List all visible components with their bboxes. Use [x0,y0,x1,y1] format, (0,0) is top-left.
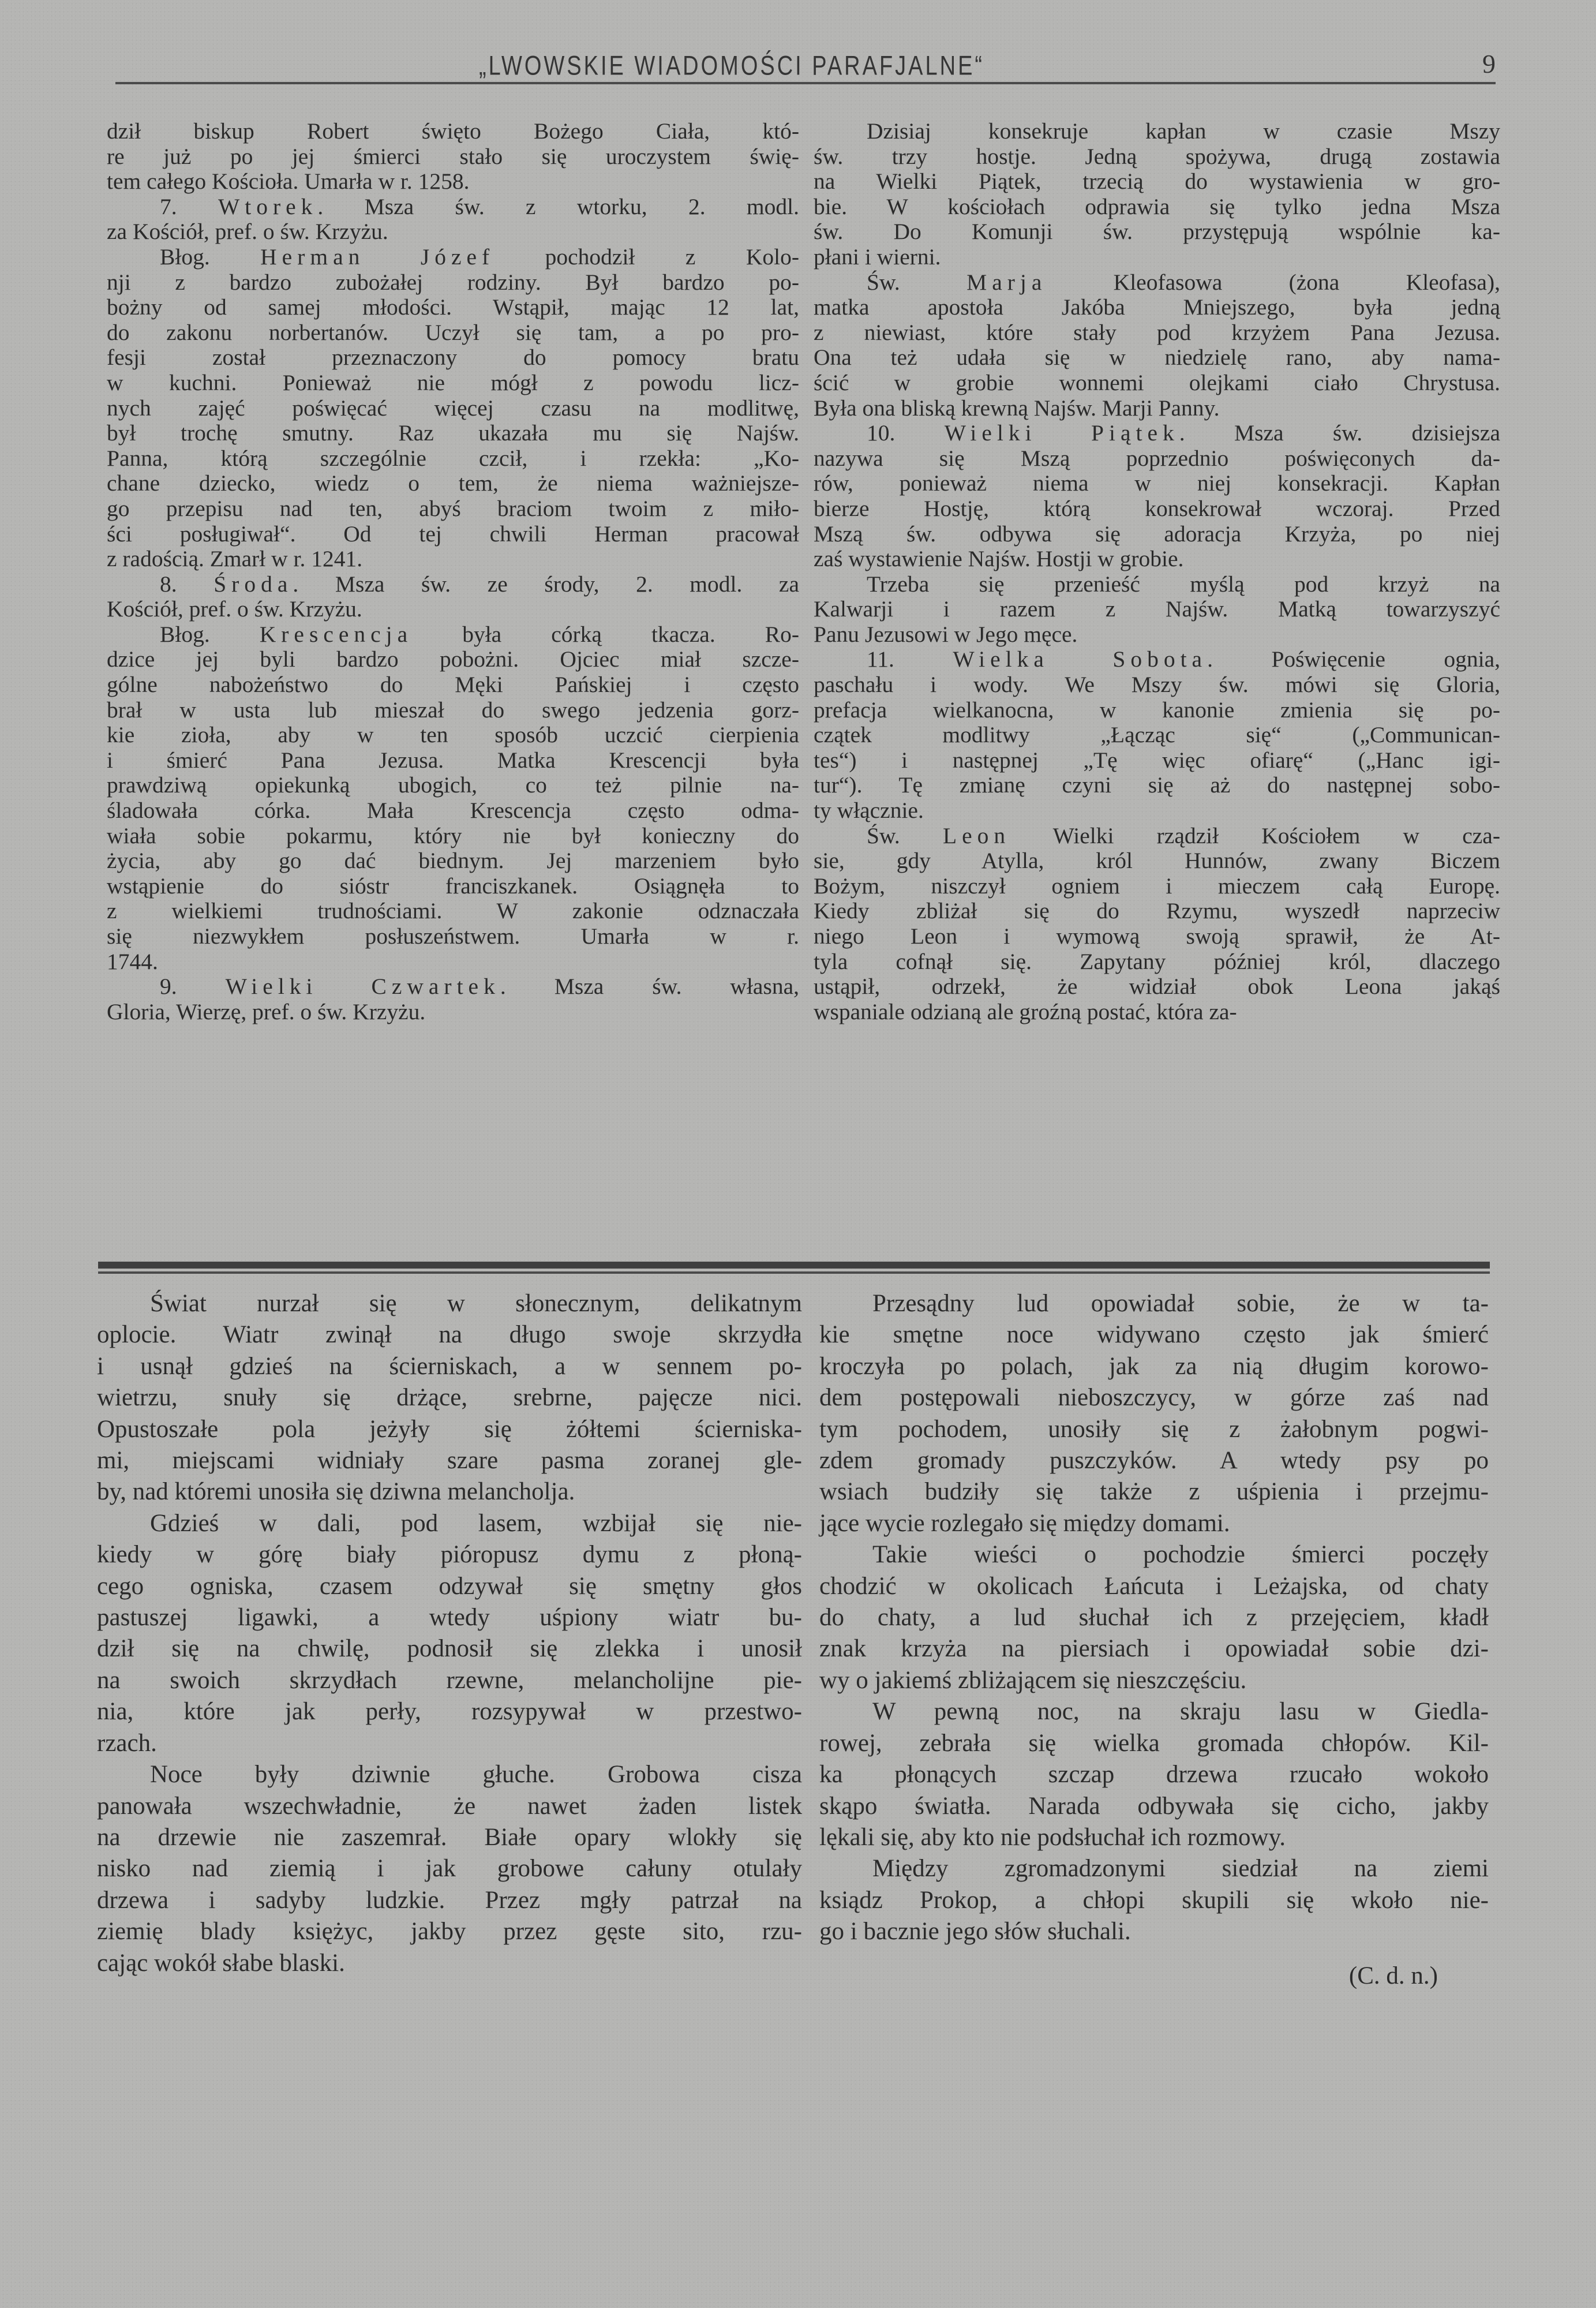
text-line: ziemię blady księżyc, jakby przez gęste sito, rzu- [97,1918,802,1946]
text-line: wy o jakiemś zbliżającem się nieszczęściu. [819,1666,1247,1694]
text-line: ścić w grobie wonnemi olejkami ciało Chrystusa. [814,369,1500,395]
text-line: wspaniale odzianą ale groźną postać, która za- [814,998,1237,1024]
text-line: z wielkiemi trudnościami. W zakonie odznaczała [107,898,799,924]
text-line: 11. Wielka Sobota. Poświęcenie ognia, [867,646,1500,672]
text-line: dził się na chwilę, podnosił się zlekka i unosił [97,1635,802,1663]
text-line: Między zgromadzonymi siedział na ziemi [872,1855,1489,1883]
text-line: i usnął gdzieś na ścierniskach, a w sennem po- [97,1352,802,1380]
text-line: Ona też udała się w niedzielę rano, aby nama- [814,345,1500,371]
text-line: na swoich skrzydłach rzewne, melancholijne pie- [97,1666,802,1694]
paragraph [814,270,1500,421]
text-line: i śmierć Pana Jezusa. Matka Krescencji była [107,747,799,773]
text-line: Była ona bliską krewną Najśw. Marji Panny. [814,395,1220,421]
paragraph [107,572,799,622]
text-line: niego Leon i wymową swoją sprawił, że At- [814,923,1500,949]
paragraph [97,1288,802,1508]
paragraph [97,1508,802,1759]
text-line: Kościół, pref. o św. Krzyżu. [107,596,362,622]
text-line: 9. Wielki Czwartek. Msza św. własna, [160,974,799,1000]
text-line: płani i wierni. [814,244,941,270]
text-line: nych zajęć poświęcać więcej czasu na modlitwę, [107,395,799,421]
text-line: Panna, którą szczególnie czcił, i rzekła: „Ko- [107,445,799,471]
paragraph [819,1539,1489,1696]
text-line: go i bacznie jego słów słuchali. [819,1918,1131,1946]
text-line: dził biskup Robert święto Bożego Ciała, któ- [107,118,799,144]
running-header [115,33,1496,83]
paragraph [814,421,1500,572]
text-line: Św. Marja Kleofasowa (żona Kleofasa), [867,269,1500,295]
text-line: 1744. [107,948,158,974]
paragraph [814,647,1500,823]
text-line: rzach. [97,1729,157,1757]
spaced-heading: Wielki Piątek [944,420,1179,446]
text-line: matka apostoła Jakóba Mniejszego, była jedną [814,294,1500,320]
text-line: w kuchni. Ponieważ nie mógł z powodu licz- [107,369,799,395]
publication-title: „LWOWSKIE WIADOMOŚCI PARAFJALNE“ [479,51,985,81]
bottom-left-column [97,1288,802,1979]
text-line: gólne nabożeństwo do Męki Pańskiej i często [107,672,799,698]
text-line: lękali się, aby kto nie podsłuchał ich rozmowy. [819,1823,1286,1851]
text-line: zdem gromady puszczyków. A wtedy psy po [819,1447,1489,1475]
text-line: mi, miejscami widniały szare pasma zoranej gle- [97,1447,802,1475]
text-line: go przepisu nad ten, abyś braciom twoim z miło- [107,495,799,521]
text-line: Kalwarji i razem z Najśw. Matką towarzyszyć [814,596,1500,622]
text-line: Noce były dziwnie głuche. Grobowa cisza [150,1761,802,1789]
text-line: fesji został przeznaczony do pomocy bratu [107,345,799,371]
text-line: bie. W kościołach odprawia się tylko jedna Msza [814,193,1500,219]
text-line: ustąpił, odrzekł, że widział obok Leona jakąś [814,974,1500,1000]
paragraph [107,974,799,1024]
text-line: dzice jej byli bardzo pobożni. Ojciec miał szcze- [107,646,799,672]
text-line: 10. Wielki Piątek. Msza św. dzisiejsza [867,420,1500,446]
text-line: chane dziecko, wiedz o tem, że niema ważniejsze- [107,470,799,496]
text-line: Takie wieści o pochodzie śmierci poczęły [872,1541,1489,1569]
header-rule [115,82,1496,84]
top-left-column [107,119,799,1024]
paragraph [107,119,799,194]
paragraph [819,1288,1489,1539]
text-line: dem postępowali nieboszczycy, w górze zaś nad [819,1384,1489,1412]
text-line: prawdziwą opiekunką ubogich, co też pilnie na- [107,772,799,798]
text-line: bożny od samej młodości. Wstąpił, mając 12 lat, [107,294,799,320]
spaced-heading: Herman Józef [260,244,495,270]
text-line: bierze Hostję, którą konsekrował wczoraj. Przed [814,495,1500,521]
text-line: cając wokół słabe blaski. [97,1949,345,1977]
text-line: ści posługiwał“. Od tej chwili Herman pracował [107,521,799,547]
spaced-heading: Krescencja [259,621,413,647]
paragraph [814,824,1500,1025]
text-line: za Kościół, pref. o św. Krzyżu. [107,219,388,245]
spaced-heading: Marja [966,269,1047,295]
text-line: Świat nurzał się w słonecznym, delikatnym [150,1290,802,1317]
text-line: 8. Środa. Msza św. ze środy, 2. modl. za [160,571,800,597]
text-line: się niezwykłem posłuszeństwem. Umarła w r. [107,923,799,949]
text-line: Św. Leon Wielki rządził Kościołem w cza- [867,822,1500,848]
text-line: kroczyła po polach, jak za nią długim korowo- [819,1352,1489,1380]
text-line: Mszą św. odbywa się adoracja Krzyża, po niej [814,521,1500,547]
text-line: św. trzy hostje. Jedną spożywa, drugą zostawia [814,143,1500,169]
text-line: pastuszej ligawki, a wtedy uśpiony wiatr bu- [97,1604,802,1632]
paragraph [819,1696,1489,1853]
text-line: nisko nad ziemią i jak grobowe całuny otulały [97,1855,802,1883]
text-line: tyla cofnął się. Zapytany później król, dlaczego [814,948,1500,974]
paragraph [107,622,799,974]
text-line: kiedy w górę biały pióropusz dymu z płoną- [97,1541,802,1569]
text-line: chodzić w okolicach Łańcuta i Leżajska, od chaty [819,1572,1489,1600]
text-line: tur“). Tę zmianę czyni się aż do następnej sobo- [814,772,1500,798]
text-line: na Wielki Piątek, trzecią do wystawienia w gro- [814,169,1500,194]
paragraph [814,119,1500,270]
text-line: nazywa się Mszą poprzednio poświęconych da- [814,445,1500,471]
paragraph [107,245,799,572]
text-line: znak krzyża na piersiach i opowiadał sobie dzi- [819,1635,1489,1663]
text-line: ka płonących szczap drzewa rzucało wokoło [819,1761,1489,1789]
text-line: na drzewie nie zaszemrał. Białe opary wlokły się [97,1823,802,1851]
text-line: oplocie. Wiatr zwinął na długo swoje skrzydła [97,1321,802,1349]
paragraph [107,194,799,245]
text-line: Gloria, Wierzę, pref. o św. Krzyżu. [107,998,426,1024]
text-line: Błog. Herman Józef pochodził z Kolo- [160,244,799,270]
spaced-heading: Wielki Czwartek [225,974,500,1000]
section-divider-thick [98,1262,1490,1269]
spaced-heading: Wielka Sobota [953,646,1208,672]
to-be-continued-note: (C. d. n.) [1348,1962,1438,1989]
text-line: życia, aby go dać biednym. Jej marzeniem było [107,848,799,874]
text-line: wiała sobie pokarmu, który nie był konieczny do [107,822,799,848]
text-line: sie, gdy Atylla, król Hunnów, zwany Biczem [814,848,1500,874]
text-line: 7. Wtorek. Msza św. z wtorku, 2. modl. [160,193,799,219]
text-line: Przesądny lud opowiadał sobie, że w ta- [872,1290,1489,1317]
text-line: Trzeba się przenieść myślą pod krzyż na [867,571,1500,597]
spaced-heading: Środa [213,571,293,597]
text-line: ksiądz Prokop, a chłopi skupili się wkoło nie- [819,1886,1489,1914]
section-divider-thin [98,1271,1490,1274]
text-line: Kiedy zbliżał się do Rzymu, wyszedł naprzeciw [814,898,1500,924]
text-line: Panu Jezusowi w Jego męce. [814,621,1078,647]
text-line: skąpo światła. Narada odbywała się cicho, jakby [819,1792,1489,1820]
text-line: cego ogniska, czasem odzywał się smętny głos [97,1572,802,1600]
paragraph [814,572,1500,648]
text-line: Błog. Krescencja była córką tkacza. Ro- [160,621,799,647]
text-line: kie smętne noce widywano często jak śmierć [819,1321,1489,1349]
text-line: kie zioła, aby w ten sposób uczcić cierpienia [107,722,799,748]
text-line: brał w usta lub mieszał do swego jedzenia gorz- [107,697,799,723]
text-line: Gdzieś w dali, pod lasem, wzbijał się nie- [150,1509,802,1537]
text-line: śladowała córka. Mała Krescencja często odma- [107,798,799,824]
text-line: do chaty, a lud słuchał ich z przejęciem, kładł [819,1604,1489,1632]
text-line: tes“) i następnej „Tę więc ofiarę“ („Hanc igi- [814,747,1500,773]
page-number: 9 [1482,49,1496,78]
spaced-heading: Leon [942,822,1011,848]
text-line: wstąpienie do sióstr franciszkanek. Osiągnęła to [107,873,799,899]
text-line: do zakonu norbertanów. Uczył się tam, a po pro- [107,319,799,345]
bottom-right-column [819,1288,1489,1992]
text-line: ty włącznie. [814,798,924,824]
text-line: re już po jej śmierci stało się uroczystem świę- [107,143,799,169]
paragraph [97,1759,802,1979]
text-line: panowała wszechwładnie, że nawet żaden listek [97,1792,802,1820]
top-right-column [814,119,1500,1024]
text-line: zaś wystawienie Najśw. Hostji w grobie. [814,546,1184,572]
text-line: Opustoszałe pola jeżyły się żółtemi ścierniska- [97,1415,802,1443]
text-line: z radością. Zmarł w r. 1241. [107,546,363,572]
text-line: nji z bardzo zubożałej rodziny. Był bardzo po- [107,269,799,295]
text-line: czątek modlitwy „Łącząc się“ („Communican- [814,722,1500,748]
text-line: z niewiast, które stały pod krzyżem Pana Jezusa. [814,319,1500,345]
text-line: tym pochodem, unosiły się z żałobnym pogwi- [819,1415,1489,1443]
spaced-heading: Wtorek [218,193,318,219]
text-line: drzewa i sadyby ludzkie. Przez mgły patrzał na [97,1886,802,1914]
text-line: był trochę smutny. Raz ukazała mu się Najśw. [107,420,799,446]
text-line: rowej, zebrała się wielka gromada chłopów. Kil- [819,1729,1489,1757]
text-line: Dzisiaj konsekruje kapłan w czasie Mszy [867,118,1500,144]
text-line: Bożym, niszczył ogniem i mieczem całą Europę. [814,873,1500,899]
text-line: św. Do Komunji św. przystępują wspólnie ka- [814,219,1500,245]
text-line: paschału i wody. We Mszy św. mówi się Gloria, [814,672,1500,698]
text-line: prefacja wielkanocna, w kanonie zmienia się po- [814,697,1500,723]
text-line: tem całego Kościoła. Umarła w r. 1258. [107,169,470,194]
text-line: nia, które jak perły, rozsypywał w przestwo- [97,1698,802,1726]
text-line: by, nad któremi unosiła się dziwna melancholja. [97,1478,575,1506]
paragraph [819,1853,1489,1947]
text-line: wietrzu, snuły się drżące, srebrne, pajęcze nici. [97,1384,802,1412]
text-line: wsiach budziły się także z uśpienia i przejmu- [819,1478,1489,1506]
text-line: rów, ponieważ niema w niej konsekracji. Kapłan [814,470,1500,496]
text-line: jące wycie rozlegało się między domami. [819,1509,1230,1537]
text-line: W pewną noc, na skraju lasu w Giedla- [872,1698,1489,1726]
